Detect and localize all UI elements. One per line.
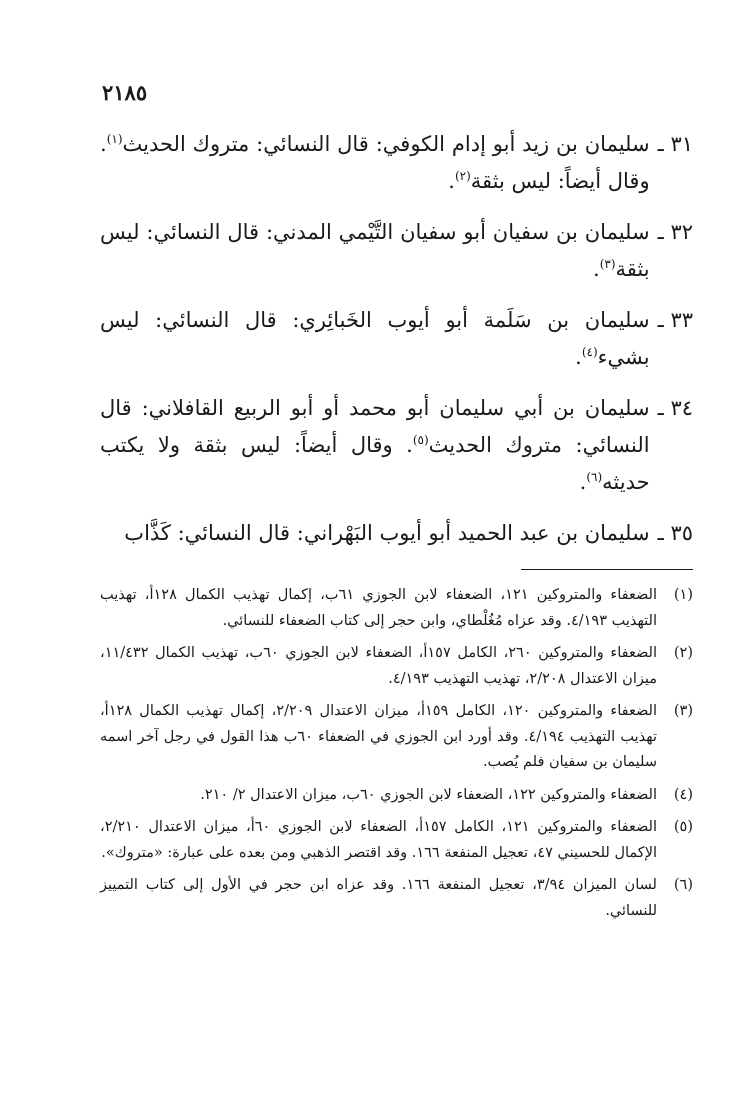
entry-text <box>100 390 650 501</box>
entry-number: ٣٤ ـ <box>657 396 693 420</box>
footnote-number: (٢) <box>673 645 693 661</box>
entry-number: ٣٣ ـ <box>657 308 693 332</box>
entry-text-part: . وقال أيضاً: ليس بثقة <box>100 132 650 193</box>
entry-number: ٣١ ـ <box>657 132 693 156</box>
footnote-number: (٥) <box>673 819 693 835</box>
entry-text-part: سليمان بن سَلَمة أبو أيوب الخَبائِري: قال النسائي: ليس بشيء <box>100 308 650 369</box>
footnote-text: الضعفاء والمتروكين ١٢١، الضعفاء لابن الجوزي ٦١ب، إكمال تهذيب الكمال ١٢٨أ، تهذيب التهذيب ٤/١٩٣. وقد عزاه مُغُلْطاي، وابن حجر إلى كتاب الضعفاء للنسائي. <box>100 587 658 629</box>
footnote <box>100 583 693 634</box>
footnote-text: الضعفاء والمتروكين ٢٦٠، الكامل ١٥٧أ، الضعفاء لابن الجوزي ٦٠ب، تهذيب الكمال ١١/٤٣٢، ميزان الاعتدال ٢/٢٠٨، تهذيب التهذيب ٤/١٩٣. <box>100 645 657 687</box>
footnote-ref: (٦) <box>586 470 603 484</box>
entry-text-part: سليمان بن زيد أبو إدام الكوفي: قال النسائي: متروك الحديث <box>122 132 650 156</box>
entry-text <box>100 214 650 288</box>
entry-31 <box>100 126 693 200</box>
entry-text <box>100 302 650 376</box>
entry-text-part: . <box>593 257 600 281</box>
entry-32 <box>100 214 693 288</box>
entry-text-part: سليمان بن أبي سليمان أبو محمد أو أبو الربيع القافلاني: قال النسائي: متروك الحديث <box>100 396 650 457</box>
footnote-separator <box>521 569 693 570</box>
entry-text <box>100 515 650 552</box>
footnote-ref: (٤) <box>581 345 598 359</box>
page-number: ٢١٨٥ <box>102 80 148 105</box>
entry-text-part: سليمان بن عبد الحميد أبو أيوب البَهْراني: قال النسائي: كَذَّاب <box>124 521 650 545</box>
footnote-number: (٦) <box>673 877 693 893</box>
entry-text <box>100 126 650 200</box>
footnote-text: الضعفاء والمتروكين ١٢٢، الضعفاء لابن الجوزي ٦٠ب، ميزان الاعتدال ٢/ ٢١٠. <box>200 786 657 803</box>
footnote <box>100 699 693 776</box>
footnote-number: (٤) <box>673 786 693 803</box>
footnote <box>100 641 693 692</box>
footnote-text: الضعفاء والمتروكين ١٢١، الكامل ١٥٧أ، الضعفاء لابن الجوزي ٦٠أ، ميزان الاعتدال ٢/٢١٠، الإكمال للحسيني ٤٧، تعجيل المنفعة ١٦٦. وقد اقتصر الذهبي ومن بعده على عبارة: «متروك». <box>100 819 657 861</box>
entry-33 <box>100 302 693 376</box>
footnote-ref: (٥) <box>412 433 429 447</box>
entry-text-part: . <box>448 169 455 193</box>
entry-35 <box>100 515 693 552</box>
footnote-number: (١) <box>673 587 693 603</box>
footnote-text: لسان الميزان ٣/٩٤، تعجيل المنفعة ١٦٦. وقد عزاه ابن حجر في الأول إلى كتاب التمييز للنسائي. <box>100 877 657 919</box>
entry-text-part: . <box>579 470 587 494</box>
footnotes-list <box>100 583 693 931</box>
footnote-text: الضعفاء والمتروكين ١٢٠، الكامل ١٥٩أ، ميزان الاعتدال ٢/٢٠٩، إكمال تهذيب الكمال ١٢٨أ، تهذيب التهذيب ٤/١٩٤. وقد أورد ابن الجوزي في الضعفاء ٦٠ب هذا القول في رجل آخر اسمه سليمان بن سفيان فلم يُصب. <box>100 703 658 770</box>
footnote <box>100 783 693 809</box>
entry-number: ٣٥ ـ <box>657 521 693 545</box>
entry-text-part: . وقال أيضاً: ليس بثقة ولا يكتب حديثه <box>100 433 650 494</box>
entry-text-part: سليمان بن سفيان أبو سفيان التَّيْمي المدني: قال النسائي: ليس بثقة <box>100 220 650 281</box>
entry-number: ٣٢ ـ <box>657 220 693 244</box>
footnote-ref: (٣) <box>599 257 616 271</box>
entry-34 <box>100 390 693 501</box>
entries-list <box>100 126 693 566</box>
footnote-ref: (١) <box>106 132 123 146</box>
footnote <box>100 815 693 866</box>
footnote <box>100 873 693 924</box>
entry-text-part: . <box>575 345 582 369</box>
footnote-number: (٣) <box>673 703 693 719</box>
footnote-ref: (٢) <box>454 169 471 183</box>
